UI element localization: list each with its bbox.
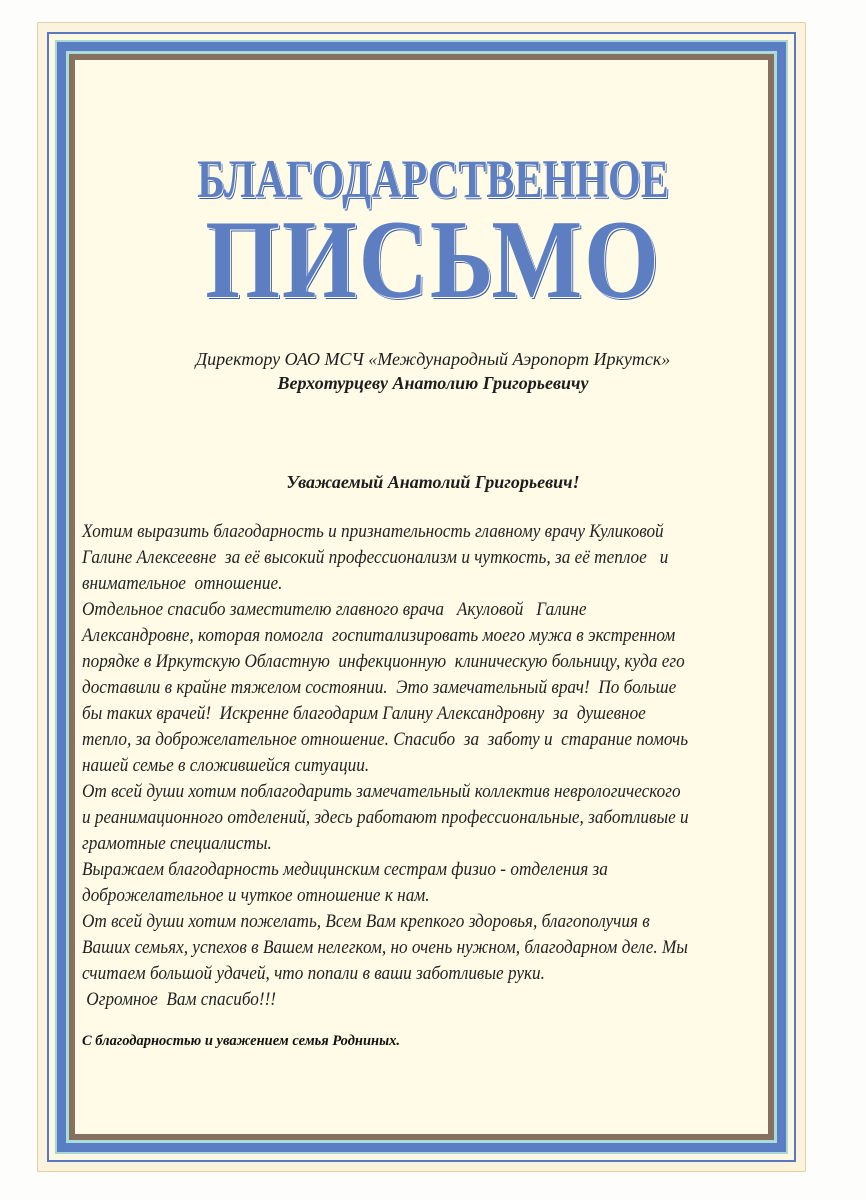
body-line: доставили в крайне тяжелом состоянии. Это замечательный врач! По больше — [82, 678, 677, 698]
body-line: Ваших семьях, успехов в Вашем нелегком, но очень нужном, благодарном деле. Мы — [82, 938, 688, 958]
body-line: грамотные специалисты. — [82, 834, 272, 854]
body-line: Хотим выразить благодарность и признательность главному врачу Куликовой — [82, 522, 664, 542]
letter-body — [82, 519, 734, 1013]
body-line: Галине Алексеевне за её высокий профессионализм и чуткость, за её теплое и — [82, 548, 669, 568]
body-line: От всей души хотим поблагодарить замечательный коллектив неврологического — [82, 782, 681, 802]
addressee-position: Директору ОАО МСЧ «Международный Аэропорт Иркутск» — [195, 349, 671, 369]
addressee-name: Верхотурцеву Анатолию Григорьевичу — [277, 373, 589, 393]
body-line: внимательное отношение. — [82, 574, 283, 594]
title-line-1: БЛАГОДАРСТВЕННОЕ — [197, 149, 669, 209]
title-line-2: ПИСЬМО — [205, 198, 661, 322]
body-line: считаем большой удачей, что попали в ваши заботливые руки. — [82, 964, 545, 984]
body-line: Огромное Вам спасибо!!! — [82, 990, 277, 1010]
body-line: Александровне, которая помогла госпитализировать моего мужа в экстренном — [82, 626, 676, 646]
body-line: тепло, за доброжелательное отношение. Спасибо за заботу и старание помочь — [82, 730, 689, 750]
body-line: Выражаем благодарность медицинским сестрам физио - отделения за — [82, 860, 608, 880]
greeting: Уважаемый Анатолий Григорьевич! — [286, 472, 580, 492]
body-line: От всей души хотим пожелать, Всем Вам крепкого здоровья, благополучия в — [82, 912, 650, 932]
body-line: доброжелательное и чуткое отношение к нам. — [82, 886, 430, 906]
body-line: нашей семье в сложившейся ситуации. — [82, 756, 370, 776]
body-line: бы таких врачей! Искренне благодарим Галину Александровну за душевное — [82, 704, 646, 724]
body-line: порядке в Иркутскую Областную инфекционную клиническую больницу, куда его — [82, 652, 685, 672]
signature: С благодарностью и уважением семья Родниных. — [82, 1033, 401, 1049]
body-line: Отдельное спасибо заместителю главного врача Акуловой Галине — [82, 600, 587, 620]
body-line: и реанимационного отделений, здесь работают профессиональные, заботливые и — [82, 808, 689, 828]
